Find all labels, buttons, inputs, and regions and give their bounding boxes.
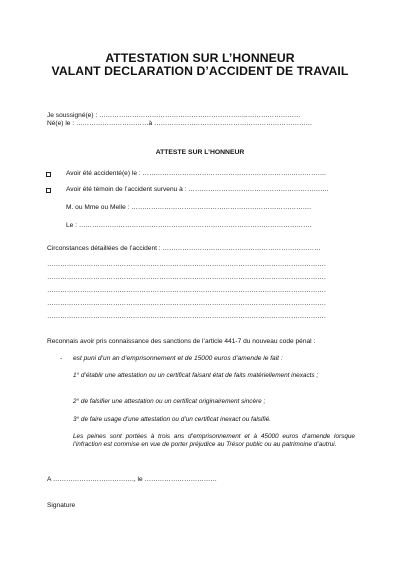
sanction-item-2: 2° de falsifier une attestation ou un certificat originairement sincère ; (73, 398, 266, 405)
atteste-heading: ATTESTE SUR L’HONNEUR (155, 149, 245, 156)
signature-label: Signature (47, 502, 76, 509)
witness-date-field[interactable]: Le : ……………………………………………………………………………………………. (66, 222, 312, 229)
circumstances-line[interactable]: ………………………………………………………………………………………………………………. (47, 300, 326, 307)
circumstances-line[interactable]: ………………………………………………………………………………………………………………. (47, 287, 326, 294)
accident-checkbox[interactable] (46, 172, 51, 177)
circumstances-field[interactable]: Circonstances détaillées de l’accident : ……………………………………………………………… (47, 245, 321, 252)
sanction-penalty-paragraph: Les peines sont portées à trois ans d’emprisonnement et à 45000 euros d’amende lorsque l’infraction est commise en vue de porter préjudice au Trésor public ou au patrimoine d’autrui. (73, 433, 355, 449)
sanction-item-1: 1° d’établir une attestation ou un certificat faisant état de faits matériellement inexacts ; (73, 372, 319, 379)
accident-date-field[interactable]: Avoir été accidenté(e) le : …………………………………………………………..……………. (66, 170, 327, 177)
place-date-field[interactable]: A ………………………………., le …………………………… (47, 476, 217, 483)
birth-field[interactable]: Né(e) le : ……………………………à ……………………………………………………………… (47, 120, 313, 127)
document-title-line-2: VALANT DECLARATION D’ACCIDENT DE TRAVAIL (51, 64, 349, 78)
circumstances-line[interactable]: ………………………………………………………………………………………………………………. (47, 274, 326, 281)
sanction-intro: est puni d’un an d’emprisonnement et de 15000 euros d’amende le fait : (73, 355, 283, 362)
sanction-item-3: 3° de faire usage d’une attestation ou d’un certificat inexact ou falsifié. (73, 416, 271, 423)
circumstances-line[interactable]: ………………………………………………………………………………………………………………. (47, 313, 326, 320)
witness-name-field[interactable]: M. ou Mme ou Melle : ………………………………………………………………………. (66, 204, 312, 211)
sanctions-acknowledgement: Reconnais avoir pris connaissance des sanctions de l’article 441-7 du nouveau code pénal : (47, 338, 316, 345)
list-dash: - (60, 355, 63, 362)
soussigne-field[interactable]: Je soussigné(e) : …………………………………………………………..…………………… (47, 112, 301, 119)
witness-checkbox[interactable] (46, 188, 51, 193)
circumstances-line[interactable]: ………………………………………………………………………………………………………………. (47, 261, 326, 268)
witness-accident-field[interactable]: Avoir été témoin de l’accident survenu à : ………………………………………………………. (66, 186, 329, 193)
document-title-line-1: ATTESTATION SUR L’HONNEUR (105, 51, 295, 65)
